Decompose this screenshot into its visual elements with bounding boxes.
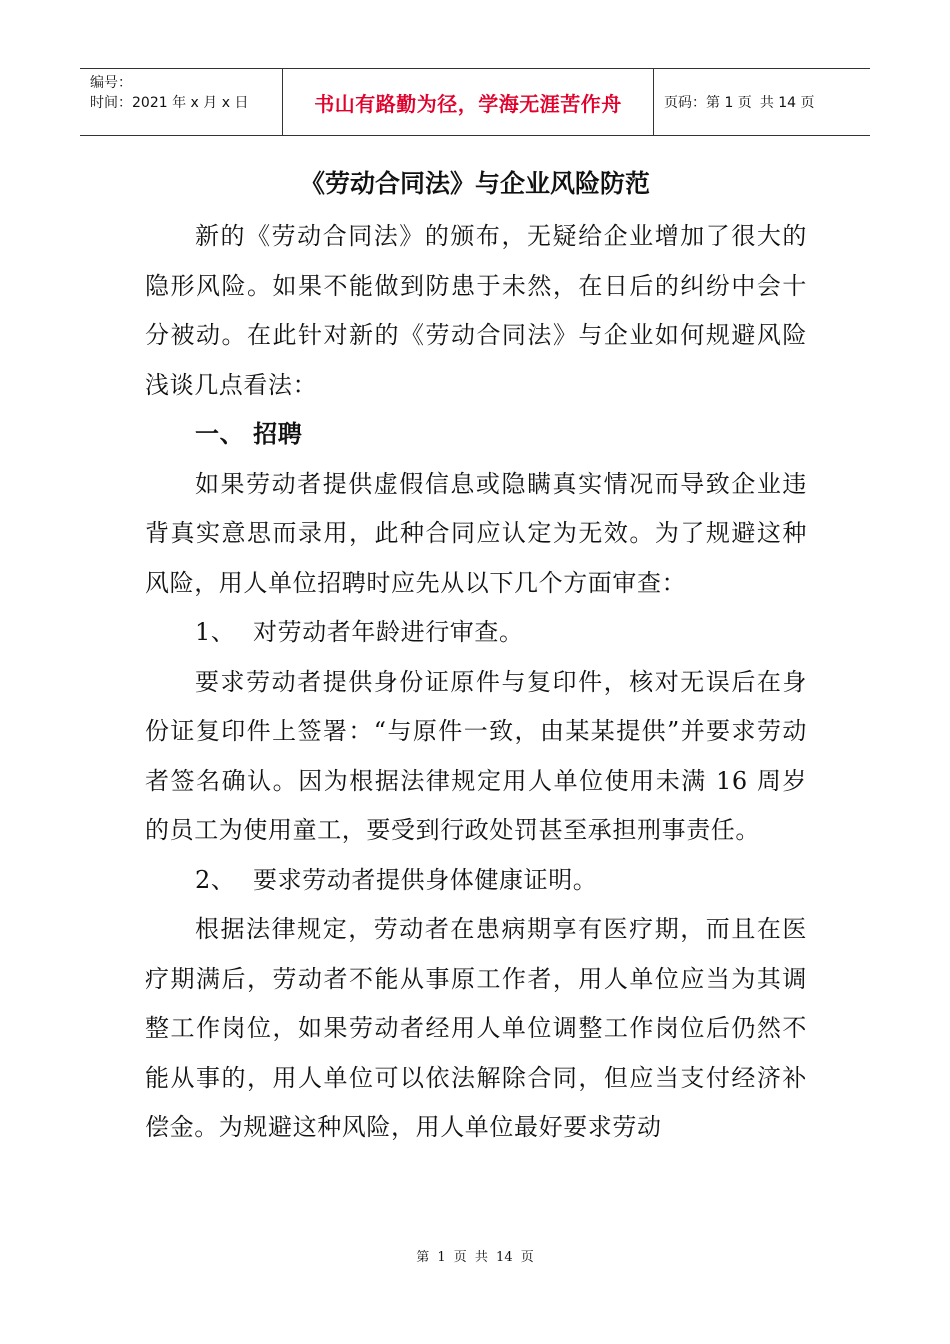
document-date-label: 时间：2021 年 x 月 x 日 <box>90 95 249 111</box>
document-body <box>145 212 807 1153</box>
list-item-text: 对劳动者年龄进行审查。 <box>253 618 524 646</box>
header-page-total: 共 14 页 <box>759 95 815 111</box>
paragraph-recruitment: 如果劳动者提供虚假信息或隐瞒真实情况而导致企业违背真实意思而录用，此种合同应认定为无效。为了规避这种风险，用人单位招聘时应先从以下几个方面审查： <box>145 469 807 597</box>
document-title: 《劳动合同法》与企业风险防范 <box>299 169 650 198</box>
paragraph-medical-period: 根据法律规定，劳动者在患病期享有医疗期，而且在医疗期满后，劳动者不能从事原工作者，用人单位应当为其调整工作岗位，如果劳动者经用人单位调整工作岗位后仍然不能从事的，用人单位可以依法解除合同，但应当支付经济补偿金。为规避这种风险，用人单位最好要求劳动 <box>145 915 807 1141</box>
header-meta-cell <box>80 69 282 135</box>
paragraph-intro: 新的《劳动合同法》的颁布，无疑给企业增加了很大的隐形风险。如果不能做到防患于未然，在日后的纠纷中会十分被动。在此针对新的《劳动合同法》与企业如何规避风险浅谈几点看法： <box>145 222 807 399</box>
list-item-health-check <box>145 856 807 906</box>
paragraph-id-verification: 要求劳动者提供身份证原件与复印件，核对无误后在身份证复印件上签署：“与原件一致，由某某提供”并要求劳动者签名确认。因为根据法律规定用人单位使用未满 16 周岁的员工为使用童工，要受到行政处罚甚至承担刑事责任。 <box>145 667 807 844</box>
header-motto: 书山有路勤为径，学海无涯苦作舟 <box>282 69 654 135</box>
section-heading-recruitment: 一、 招聘 <box>195 420 303 448</box>
header-page-cell <box>654 69 870 135</box>
list-item-age-check <box>145 608 807 658</box>
page-footer: 第 1 页 共 14 页 <box>416 1250 534 1265</box>
page-header <box>80 68 870 136</box>
list-item-text: 要求劳动者提供身体健康证明。 <box>253 865 598 894</box>
list-item-number: 2、 <box>195 865 236 894</box>
header-page-number: 页码：第 1 页 <box>664 95 752 111</box>
list-item-number: 1、 <box>195 618 236 646</box>
document-number-label: 编号： <box>90 75 132 91</box>
